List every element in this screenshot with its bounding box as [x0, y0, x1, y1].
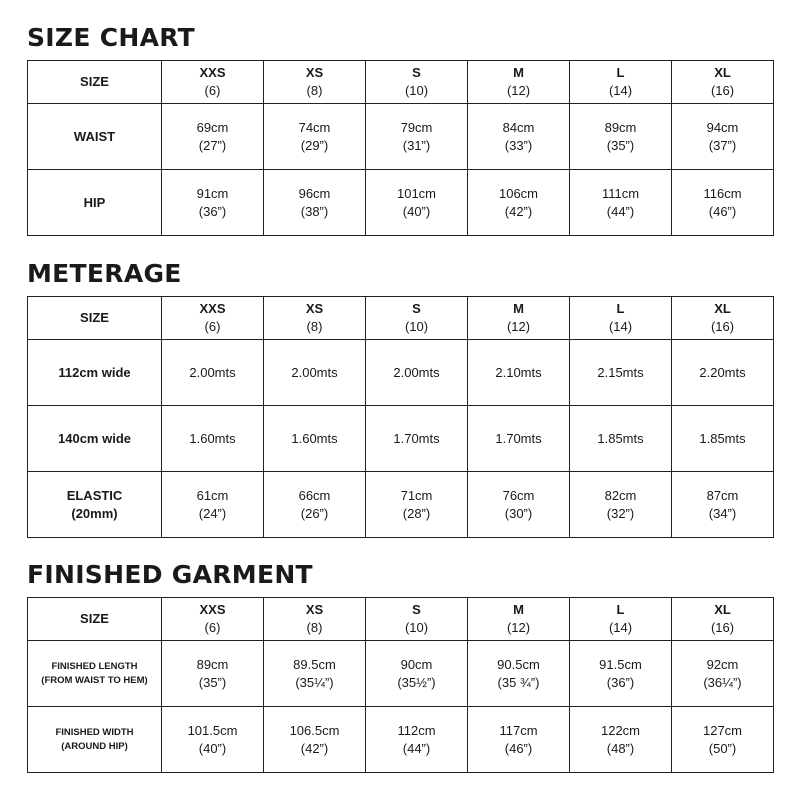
value-line: 1.60mts — [189, 430, 236, 446]
size-name: L — [616, 65, 625, 80]
value-cell — [366, 340, 468, 406]
size-number: (10) — [404, 83, 429, 98]
value-line: (35 ¾”) — [497, 674, 540, 690]
value-line: 90cm — [400, 656, 433, 672]
size-number: (6) — [204, 83, 221, 98]
value-cell — [264, 472, 366, 538]
size-number: (16) — [710, 83, 735, 98]
row-label-line: ELASTIC — [66, 487, 123, 503]
value-cell — [570, 472, 672, 538]
value-cell — [264, 104, 366, 170]
size-header-cell — [366, 61, 468, 104]
value-line: (40”) — [198, 740, 227, 756]
size-name: M — [513, 65, 524, 80]
value-line: 92cm — [706, 656, 739, 672]
value-line: 111cm — [601, 185, 640, 201]
size-header-cell — [672, 297, 774, 340]
table-header-row — [28, 598, 774, 641]
size-header-cell — [468, 297, 570, 340]
row-label-line: 140cm wide — [58, 430, 131, 446]
value-line: 1.85mts — [699, 430, 746, 446]
row-label — [28, 170, 162, 236]
size-header-cell — [570, 598, 672, 641]
value-line: (36”) — [606, 674, 635, 690]
table-header-row — [28, 297, 774, 340]
table-row — [28, 472, 774, 538]
size-number: (14) — [608, 83, 633, 98]
value-cell — [162, 472, 264, 538]
size-name: XS — [305, 602, 324, 617]
value-line: 91cm — [196, 185, 229, 201]
size-name: XL — [714, 65, 731, 80]
value-line: 101cm — [396, 185, 437, 201]
value-cell — [570, 170, 672, 236]
value-line: 94cm — [706, 119, 739, 135]
finished-garment-table — [27, 597, 774, 773]
value-line: 61cm — [196, 487, 229, 503]
value-cell — [468, 707, 570, 773]
table-row — [28, 104, 774, 170]
value-line: (42”) — [300, 740, 329, 756]
value-cell — [366, 707, 468, 773]
value-cell — [672, 170, 774, 236]
value-cell — [468, 104, 570, 170]
size-number: (10) — [404, 620, 429, 635]
size-number: (12) — [506, 620, 531, 635]
size-header-label: SIZE — [28, 297, 162, 340]
value-cell — [570, 340, 672, 406]
value-cell — [162, 170, 264, 236]
value-cell — [162, 104, 264, 170]
value-cell — [264, 340, 366, 406]
value-line: 122cm — [600, 722, 641, 738]
row-label — [28, 472, 162, 538]
value-cell — [570, 641, 672, 707]
value-line: 1.70mts — [495, 430, 542, 446]
size-name: L — [616, 301, 625, 316]
table-row — [28, 170, 774, 236]
value-cell — [672, 641, 774, 707]
value-line: 84cm — [502, 119, 535, 135]
value-line: 82cm — [604, 487, 637, 503]
value-line: (35”) — [198, 674, 227, 690]
size-header-label: SIZE — [28, 598, 162, 641]
size-chart-table — [27, 60, 774, 236]
value-line: 69cm — [196, 119, 229, 135]
size-name: XXS — [199, 65, 226, 80]
section-title-meterage: METERAGE — [27, 259, 182, 288]
size-header-cell — [468, 598, 570, 641]
size-name: XXS — [199, 301, 226, 316]
size-number: (14) — [608, 319, 633, 334]
value-cell — [570, 104, 672, 170]
size-header-label: SIZE — [28, 61, 162, 104]
section-title-size-chart: SIZE CHART — [27, 23, 196, 52]
size-name: S — [412, 65, 421, 80]
size-name: S — [412, 602, 421, 617]
value-line: 2.00mts — [291, 364, 338, 380]
value-cell — [468, 641, 570, 707]
value-line: (35¼”) — [295, 674, 334, 690]
size-header-cell — [672, 61, 774, 104]
value-line: (30”) — [504, 505, 533, 521]
value-line: 2.10mts — [495, 364, 542, 380]
value-cell — [570, 707, 672, 773]
value-line: 79cm — [400, 119, 433, 135]
value-line: 91.5cm — [599, 656, 642, 672]
size-header-cell — [162, 297, 264, 340]
value-line: 112cm — [397, 722, 436, 738]
size-header-cell — [366, 297, 468, 340]
row-label — [28, 340, 162, 406]
value-line: 71cm — [400, 487, 433, 503]
value-cell — [672, 707, 774, 773]
value-cell — [162, 406, 264, 472]
value-line: 106.5cm — [289, 722, 340, 738]
table-row — [28, 406, 774, 472]
value-cell — [162, 641, 264, 707]
value-line: 127cm — [702, 722, 743, 738]
table-row — [28, 340, 774, 406]
table-row — [28, 707, 774, 773]
size-name: XS — [305, 65, 324, 80]
row-label-line: (FROM WAIST TO HEM) — [41, 674, 148, 686]
value-cell — [264, 170, 366, 236]
value-line: (33”) — [504, 137, 533, 153]
table-header-row — [28, 61, 774, 104]
size-header-cell — [672, 598, 774, 641]
value-cell — [264, 707, 366, 773]
value-cell — [162, 707, 264, 773]
value-line: 1.60mts — [291, 430, 338, 446]
value-line: 1.70mts — [393, 430, 440, 446]
size-header-cell — [468, 61, 570, 104]
value-line: 2.00mts — [393, 364, 440, 380]
size-name: M — [513, 602, 524, 617]
size-name: XXS — [199, 602, 226, 617]
value-line: (42”) — [504, 203, 533, 219]
value-line: 2.15mts — [597, 364, 644, 380]
value-line: 116cm — [703, 185, 742, 201]
value-cell — [366, 406, 468, 472]
value-cell — [570, 406, 672, 472]
value-line: (38”) — [300, 203, 329, 219]
size-name: M — [513, 301, 524, 316]
value-line: 89cm — [196, 656, 229, 672]
size-number: (6) — [204, 620, 221, 635]
value-line: (36”) — [198, 203, 227, 219]
size-number: (8) — [306, 83, 323, 98]
value-line: 90.5cm — [497, 656, 540, 672]
size-number: (14) — [608, 620, 633, 635]
size-name: L — [616, 602, 625, 617]
value-line: (48”) — [606, 740, 635, 756]
value-cell — [366, 472, 468, 538]
value-line: (37”) — [708, 137, 737, 153]
value-line: 96cm — [298, 185, 331, 201]
value-line: (32”) — [606, 505, 635, 521]
value-cell — [162, 340, 264, 406]
value-line: (27”) — [198, 137, 227, 153]
meterage-table — [27, 296, 774, 538]
value-line: 89.5cm — [293, 656, 336, 672]
row-label-line: 112cm wide — [58, 364, 131, 380]
value-line: (40”) — [402, 203, 431, 219]
size-header-cell — [264, 61, 366, 104]
value-line: (44”) — [606, 203, 635, 219]
value-cell — [366, 104, 468, 170]
value-line: (35½”) — [397, 674, 436, 690]
value-line: (26”) — [300, 505, 329, 521]
size-header-cell — [162, 61, 264, 104]
value-line: 76cm — [502, 487, 535, 503]
value-line: 74cm — [298, 119, 331, 135]
value-line: (24”) — [198, 505, 227, 521]
table-row — [28, 641, 774, 707]
value-cell — [366, 641, 468, 707]
size-number: (8) — [306, 319, 323, 334]
row-label-line: FINISHED LENGTH — [51, 660, 138, 672]
size-number: (16) — [710, 620, 735, 635]
size-header-cell — [264, 297, 366, 340]
size-name: S — [412, 301, 421, 316]
value-line: (29”) — [300, 137, 329, 153]
value-line: 66cm — [298, 487, 331, 503]
value-cell — [672, 104, 774, 170]
value-cell — [366, 170, 468, 236]
value-line: 106cm — [498, 185, 539, 201]
value-cell — [468, 406, 570, 472]
size-header-cell — [570, 61, 672, 104]
value-line: (46”) — [708, 203, 737, 219]
value-cell — [264, 406, 366, 472]
value-line: 2.20mts — [699, 364, 746, 380]
size-header-cell — [366, 598, 468, 641]
row-label — [28, 707, 162, 773]
value-line: 101.5cm — [187, 722, 238, 738]
row-label — [28, 406, 162, 472]
row-label-line: WAIST — [73, 128, 116, 144]
value-line: (34”) — [708, 505, 737, 521]
size-header-cell — [162, 598, 264, 641]
size-number: (6) — [204, 319, 221, 334]
value-line: 89cm — [604, 119, 637, 135]
value-line: 1.85mts — [597, 430, 644, 446]
row-label — [28, 104, 162, 170]
size-name: XL — [714, 602, 731, 617]
value-line: (50”) — [708, 740, 737, 756]
size-header-cell — [570, 297, 672, 340]
size-number: (10) — [404, 319, 429, 334]
size-header-cell — [264, 598, 366, 641]
row-label-line: (AROUND HIP) — [61, 740, 128, 752]
value-line: (44”) — [402, 740, 431, 756]
value-cell — [468, 340, 570, 406]
value-cell — [264, 641, 366, 707]
value-line: (36¼”) — [703, 674, 742, 690]
value-cell — [672, 472, 774, 538]
value-cell — [672, 406, 774, 472]
row-label-line: HIP — [83, 194, 106, 210]
value-cell — [672, 340, 774, 406]
size-name: XL — [714, 301, 731, 316]
value-line: (35”) — [606, 137, 635, 153]
size-number: (12) — [506, 319, 531, 334]
row-label — [28, 641, 162, 707]
size-name: XS — [305, 301, 324, 316]
size-number: (8) — [306, 620, 323, 635]
value-line: (28”) — [402, 505, 431, 521]
value-line: (46”) — [504, 740, 533, 756]
size-number: (12) — [506, 83, 531, 98]
value-line: 2.00mts — [189, 364, 236, 380]
value-cell — [468, 170, 570, 236]
row-label-line: FINISHED WIDTH — [55, 726, 134, 738]
value-line: 117cm — [499, 722, 538, 738]
row-label-line: (20mm) — [71, 505, 118, 521]
value-line: 87cm — [706, 487, 739, 503]
value-line: (31”) — [402, 137, 431, 153]
size-number: (16) — [710, 319, 735, 334]
section-title-finished-garment: FINISHED GARMENT — [27, 560, 313, 589]
value-cell — [468, 472, 570, 538]
